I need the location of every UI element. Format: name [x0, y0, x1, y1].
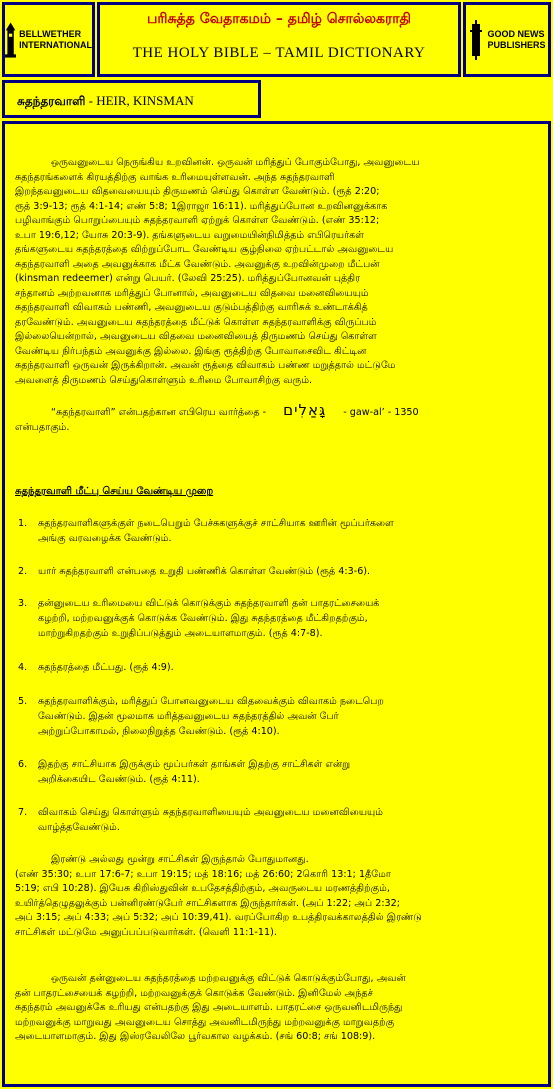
entry-heading — [5, 87, 194, 115]
step-number: 5. — [18, 696, 28, 707]
step-line: வாழ்த்தவேண்டும். — [38, 821, 120, 833]
text-line: ஒருவனுடைய நெருங்கிய உறவினன். ஒருவன் மரித்துப் போகும்போது, அவனுடைய — [51, 157, 420, 168]
text-line: தரவேண்டும். அவனுடைய சுதந்தரத்தை மீட்டுக் கொள்ள சுதந்தரவாளிக்கு விருப்பம் — [15, 316, 377, 328]
paragraph-3-lines — [15, 853, 543, 940]
step-line: தன்னுடைய உரிமையை விட்டுக் கொடுக்கும் சுதந்தரவாளி தன் பாதரட்சையைக் — [38, 598, 380, 609]
step-item — [18, 695, 543, 739]
good-news-logo-text: GOOD NEWS PUBLISHERS — [487, 28, 546, 50]
step-line: இதற்கு சாட்சியாக இருக்கும் மூப்பர்கள் தாங்கள் இதற்கு சாட்சிகள் என்று — [38, 759, 351, 770]
step-item — [18, 565, 543, 580]
hebrew-intro: “சுதந்தரவாளி” என்பதற்கான எபிரெய வார்த்தை - — [51, 407, 267, 418]
paragraph-4-lines — [15, 972, 543, 1045]
step-number: 1. — [18, 518, 28, 529]
text-line: சுதந்தரவாளி அதை அவனுக்காக மீட்க வேண்டும். அவனுக்கு உறவின்முறை மீட்பன் — [15, 258, 380, 270]
step-item — [18, 517, 543, 547]
text-line: சாட்சிகள் மட்டுமே அனுப்பப்படுவார்கள். (வெளி 11:1-11). — [15, 926, 277, 938]
text-line: தங்களுடைய சுதந்தரத்தை விற்றுப்போட வேண்டிய சூழ்நிலை ஏற்பட்டால் அவனுடைய — [15, 244, 394, 255]
step-line: அற்றுப்போகாமல், நிலைநிறுத்த வேண்டும். (ரூத் 4:10). — [38, 725, 280, 737]
text-line: சுதந்தரவாளி விவாகம் பண்ணி, அவனுடைய குடும்பத்திற்கு வாரிசுக் உண்டாக்கித் — [15, 302, 368, 313]
tower-icon — [5, 18, 16, 62]
step-line: வேண்டும். இதன் மூலமாக மரித்தவனுடைய சுதந்தரத்தில் அவன் பேர் — [38, 710, 339, 722]
hebrew-word: גָּאַלִים — [283, 401, 327, 419]
title-english: THE HOLY BIBLE – TAMIL DICTIONARY — [132, 45, 426, 61]
text-line: (kinsman redeemer) என்று பெயர். (லேவி 25:25). மரித்துப்போனவன் புத்திர — [15, 273, 361, 284]
title-tamil: பரிசுத்த வேதாகமம் – தமிழ் சொல்லகராதி — [147, 11, 411, 27]
step-number: 7. — [18, 807, 28, 818]
step-number: 4. — [18, 662, 28, 673]
step-item — [18, 661, 543, 676]
step-line: சுதந்தரவாளிகளுக்குள் நடைபெறும் பேச்சுகளுக்குச் சாட்சியாக ஊரின் மூப்பர்களை — [38, 518, 394, 529]
step-line: அங்கு வரவழைக்க வேண்டும். — [38, 532, 172, 544]
text-line: சுதந்தரவாளி ஒருவன் இருக்கிறான். அவன் ரூத்தை விவாகம் பண்ண மறுத்தால் மட்டுமே — [15, 360, 396, 371]
step-line: கழற்றி, மற்றவனுக்குக் கொடுக்க வேண்டும். இது சுதந்தரத்தை மீட்கிறதற்கும், — [38, 612, 368, 624]
step-number: 6. — [18, 759, 28, 770]
bellwether-logo-text: BELLWETHER INTERNATIONAL — [19, 28, 92, 50]
text-line: உபா 19:6,12; யோசு 20:3-9). தங்களுடைய வறுமையின்நிமித்தம் எபிரெயர்கள் — [15, 229, 364, 241]
step-line: யார் சுதந்தரவாளி என்பதை உறுதி பண்ணிக் கொள்ள வேண்டும் (ரூத் 4:3-6). — [38, 566, 371, 577]
entry-translation: - HEIR, KINSMAN — [85, 93, 194, 108]
text-line: இறந்தவனுடைய விதவையையும் திருமணம் செய்து கொள்ள வேண்டும். (ரூத் 2:20; — [15, 186, 380, 197]
text-line: ரூத் 3:9-13; ரூத் 4:1-14; எண் 5:8; 1இராஜா 16:11). மரித்துப்போன உறவினனுக்காக — [15, 200, 388, 212]
paragraph-1 — [15, 156, 543, 388]
good-news-logo-box — [463, 2, 551, 77]
text-line: வேண்டிய நிர்பந்தம் அவனுக்கு இல்லை. இங்கு ரூத்திற்கு போவாசைவிட கிட்டின — [15, 345, 367, 357]
text-line: பழிவாங்கும் பொறுப்பையும் சுதந்தரவாளி ஏற்றுக் கொள்ள வேண்டும். (எண் 35:12; — [15, 215, 380, 226]
section-heading: சுதந்தரவாளி மீட்பு செய்ய வேண்டிய முறை — [15, 486, 214, 497]
text-line: சுதந்தரம் அவனுக்கே உரியது என்பதற்கு இது அடையாளம். பாதரட்சை ஒருவனிடமிருந்து — [15, 1002, 403, 1013]
book-icon — [468, 20, 484, 60]
step-line: சுதந்தரவாளிக்கும், மரித்துப் போனவனுடைய விதவைக்கும் விவாகம் நடைபெற — [38, 696, 384, 707]
text-line: ஒருவன் தன்னுடைய சுதந்தரத்தை மற்றவனுக்கு விட்டுக் கொடுக்கும்போது, அவன் — [51, 973, 406, 984]
step-item — [18, 758, 543, 788]
text-line: தன் பாதரட்சையைக் கழற்றி, மற்றவனுக்குக் கொடுக்க வேண்டும். இனிமேல் அந்தச் — [15, 987, 373, 999]
text-line: மற்றவனுக்கு மாறுவது அவனுடைய சொத்து அவனிடமிருந்து மற்றவனுக்கு மாறுவதற்கு — [15, 1016, 395, 1028]
paragraph-2 — [15, 403, 543, 435]
bellwether-logo-box — [2, 2, 95, 77]
step-item — [18, 597, 543, 641]
step-line: மாற்றுகிறதற்கும் உறுதிப்படுத்தும் அடையாளமாகும். (ரூத் 4:7-8). — [38, 627, 323, 639]
text-line: அப் 3:15; அப் 4:33; அப் 5:32; அப் 10:39,41). வரப்போகிற உபத்திரவக்காலத்தில் இரண்டு — [15, 912, 422, 923]
step-number: 2. — [18, 566, 28, 577]
text-line: அவளைத் திருமணம் செய்துகொள்ளும் உரிமை போவாசிற்கு வரும். — [15, 374, 313, 386]
text-line: உயிர்த்தெழுதலுக்கும் பன்னிரண்டுபேர் சாட்சிகளாக இருந்தார்கள். (அப் 1:22; அப் 2:32; — [15, 897, 401, 909]
step-line: விவாகம் செய்து கொள்ளும் சுதந்தரவாளியையும் அவனுடைய மனைவியையும் — [38, 807, 384, 818]
text-line: சுதந்தரங்களைக் கிரயத்திற்கு வாங்க உரிமையுள்ளவன். அந்த சுதந்தரவாளி — [15, 171, 335, 183]
text-line: சந்தானம் அற்றவனாக மரித்துப் போனால், அவனுடைய விதவை மனைவியையும் — [15, 287, 369, 299]
title-box — [97, 2, 461, 77]
text-line: 5:19; எபி 10:28). இயேசு கிறிஸ்துவின் உபதேசத்திற்கும், அவருடைய மரணத்திற்கும், — [15, 883, 390, 894]
text-line: (எண் 35:30; உபா 17:6-7; உபா 19:15; மத் 18:16; மத் 26:60; 2கொரி 13:1; 1தீமோ — [15, 868, 391, 880]
text-line: இல்லையென்றால், அவனுடைய விதவை மனைவியைத் திருமணம் செய்து கொள்ள — [15, 331, 377, 342]
paragraph-4 — [15, 972, 543, 1045]
step-line: அறிக்கையிட வேண்டும். (ரூத் 4:11). — [38, 773, 200, 785]
step-item — [18, 806, 543, 836]
entry-heading-box — [2, 80, 261, 118]
text-line: அடையாளமாகும். இது இஸ்ரவேலிலே பூர்வகால வழக்கம். (சங் 60:8; சங் 108:9). — [15, 1031, 376, 1042]
paragraph-1-lines — [15, 156, 543, 388]
step-number: 3. — [18, 598, 28, 609]
text-line: இரண்டு அல்லது மூன்று சாட்சிகள் இருந்தால் போதுமானது. — [51, 854, 309, 865]
paragraph-3 — [15, 853, 543, 940]
entry-term: சுதந்தரவாளி — [17, 94, 86, 108]
hebrew-tail: என்பதாகும். — [15, 421, 70, 433]
step-line: சுதந்தரத்தை மீட்பது. (ரூத் 4:9). — [38, 662, 174, 673]
hebrew-translit: - gaw-al’ - 1350 — [343, 407, 419, 418]
